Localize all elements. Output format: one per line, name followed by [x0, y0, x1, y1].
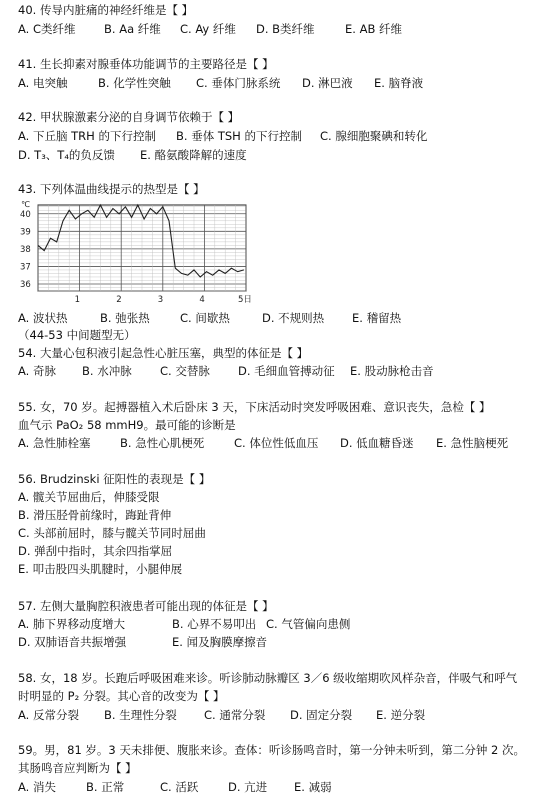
q56-option-e: E. 叩击股四头肌腱时，小腿伸展	[18, 562, 183, 576]
q43-option-e: E. 稽留热	[352, 311, 402, 325]
q55-option-d: D. 低血糖昏迷	[340, 436, 414, 450]
q43-option-d: D. 不规则热	[262, 311, 325, 325]
q40-option-c: C. Ay 纤维	[180, 22, 236, 36]
question-55-stem-line1: 55. 女，70 岁。起搏器植入术后卧床 3 天，下床活动时突发呼吸困难、意识丧失，急检【 】	[18, 400, 491, 414]
q55-option-c: C. 体位性低血压	[234, 436, 319, 450]
chart-grid	[38, 205, 246, 291]
q54-option-b: B. 水冲脉	[82, 364, 132, 378]
question-43-stem: 43. 下列体温曲线提示的热型是【 】	[18, 182, 205, 196]
q56-option-b: B. 滑压胫骨前缘时，踇趾背伸	[18, 508, 172, 522]
question-59-stem-line1: 59。男，81 岁。3 天未排便、腹胀来诊。查体：听诊肠鸣音时，第一分钟未听到，第二分钟 2 次。	[18, 743, 526, 757]
question-59-stem-line2: 其肠鸣音应判断为【 】	[18, 761, 137, 775]
q41-option-b: B. 化学性突触	[98, 76, 171, 90]
question-42-stem: 42. 甲状腺激素分泌的自身调节依赖于【 】	[18, 110, 240, 124]
chart-x-tick-3: 3	[157, 295, 164, 305]
chart-x-tick-4: 4	[199, 295, 205, 305]
section-note: （44-53 中间题型无）	[18, 328, 136, 342]
q41-option-c: C. 垂体门脉系统	[196, 76, 281, 90]
q59-option-d: D. 亢进	[228, 780, 268, 794]
question-56-stem: 56. Brudzinski 征阳性的表现是【 】	[18, 472, 211, 486]
q41-option-a: A. 电突触	[18, 76, 68, 90]
question-57-stem: 57. 左侧大量胸腔积液患者可能出现的体征是【 】	[18, 599, 274, 613]
q56-option-a: A. 髋关节屈曲后，伸膝受限	[18, 490, 160, 504]
q41-option-e: E. 脑脊液	[374, 76, 424, 90]
q42-option-b: B. 垂体 TSH 的下行控制	[176, 129, 302, 143]
q43-option-c: C. 间歇热	[180, 311, 230, 325]
chart-x-tick-2: 2	[116, 295, 122, 305]
q54-option-d: D. 毛细血管搏动征	[238, 364, 335, 378]
q58-option-e: E. 逆分裂	[376, 708, 426, 722]
question-55-stem-line2: 血气示 PaO₂ 58 mmH9。最可能的诊断是	[18, 418, 236, 432]
q54-option-c: C. 交替脉	[160, 364, 210, 378]
q59-option-b: B. 正常	[86, 780, 125, 794]
q57-option-d: D. 双肺语音共振增强	[18, 635, 127, 649]
q42-option-e: E. 酪氨酸降解的速度	[140, 148, 247, 162]
question-58-stem-line1: 58. 女，18 岁。长跑后呼吸困难来诊。听诊肺动脉瓣区 3／6 级收缩期吹风样杂音，伴吸气和呼气	[18, 671, 518, 685]
q57-option-b: B. 心界不易叩出	[172, 617, 257, 631]
q55-option-b: B. 急性心肌梗死	[120, 436, 205, 450]
question-40-stem: 40. 传导内脏痛的神经纤维是【 】	[18, 3, 194, 17]
q57-option-a: A. 肺下界移动度增大	[18, 617, 125, 631]
question-54-stem: 54. 大量心包积液引起急性心脏压塞，典型的体征是【 】	[18, 346, 309, 360]
q58-option-a: A. 反常分裂	[18, 708, 79, 722]
q59-option-a: A. 消失	[18, 780, 56, 794]
question-41-stem: 41. 生长抑素对腺垂体功能调节的主要路径是【 】	[18, 57, 274, 71]
q57-option-c: C. 气管偏向患侧	[266, 617, 351, 631]
q59-option-c: C. 活跃	[160, 780, 199, 794]
chart-x-tick-1: 1	[74, 295, 81, 305]
q55-option-e: E. 急性脑梗死	[436, 436, 509, 450]
q59-option-e: E. 减弱	[294, 780, 332, 794]
chart-x-tick-5: 5日	[238, 295, 252, 305]
q58-option-d: D. 固定分裂	[290, 708, 353, 722]
q57-option-e: E. 闻及胸膜摩擦音	[172, 635, 268, 649]
chart-y-tick-36: 36	[20, 279, 31, 290]
q43-option-b: B. 弛张热	[100, 311, 150, 325]
chart-y-unit-label: ℃	[21, 200, 30, 209]
q56-option-c: C. 头部前屈时，膝与髋关节同时屈曲	[18, 526, 206, 540]
q55-option-a: A. 急性肺栓塞	[18, 436, 91, 450]
q41-option-d: D. 淋巴液	[302, 76, 353, 90]
q54-option-e: E. 股动脉枪击音	[350, 364, 434, 378]
q42-option-d: D. T₃、T₄的负反馈	[18, 148, 115, 162]
chart-y-tick-40: 40	[20, 209, 31, 220]
q40-option-a: A. C类纤维	[18, 22, 76, 36]
q40-option-b: B. Aa 纤维	[104, 22, 161, 36]
question-58-stem-line2: 时明显的 P₂ 分裂。其心音的改变为【 】	[18, 689, 225, 703]
q42-option-c: C. 腺细胞聚碘和转化	[320, 129, 428, 143]
q40-option-e: E. AB 纤维	[345, 22, 402, 36]
q54-option-a: A. 奇脉	[18, 364, 56, 378]
q58-option-c: C. 通常分裂	[204, 708, 266, 722]
chart-y-tick-38: 38	[20, 244, 31, 255]
q58-option-b: B. 生理性分裂	[104, 708, 177, 722]
chart-y-tick-39: 39	[20, 227, 31, 238]
temperature-chart	[18, 199, 250, 307]
q40-option-d: D. B类纤维	[256, 22, 315, 36]
q43-option-a: A. 波状热	[18, 311, 68, 325]
q56-option-d: D. 弹刮中指时，其余四指掌屈	[18, 544, 173, 558]
chart-y-tick-37: 37	[20, 262, 31, 273]
q42-option-a: A. 下丘脑 TRH 的下行控制	[18, 129, 156, 143]
